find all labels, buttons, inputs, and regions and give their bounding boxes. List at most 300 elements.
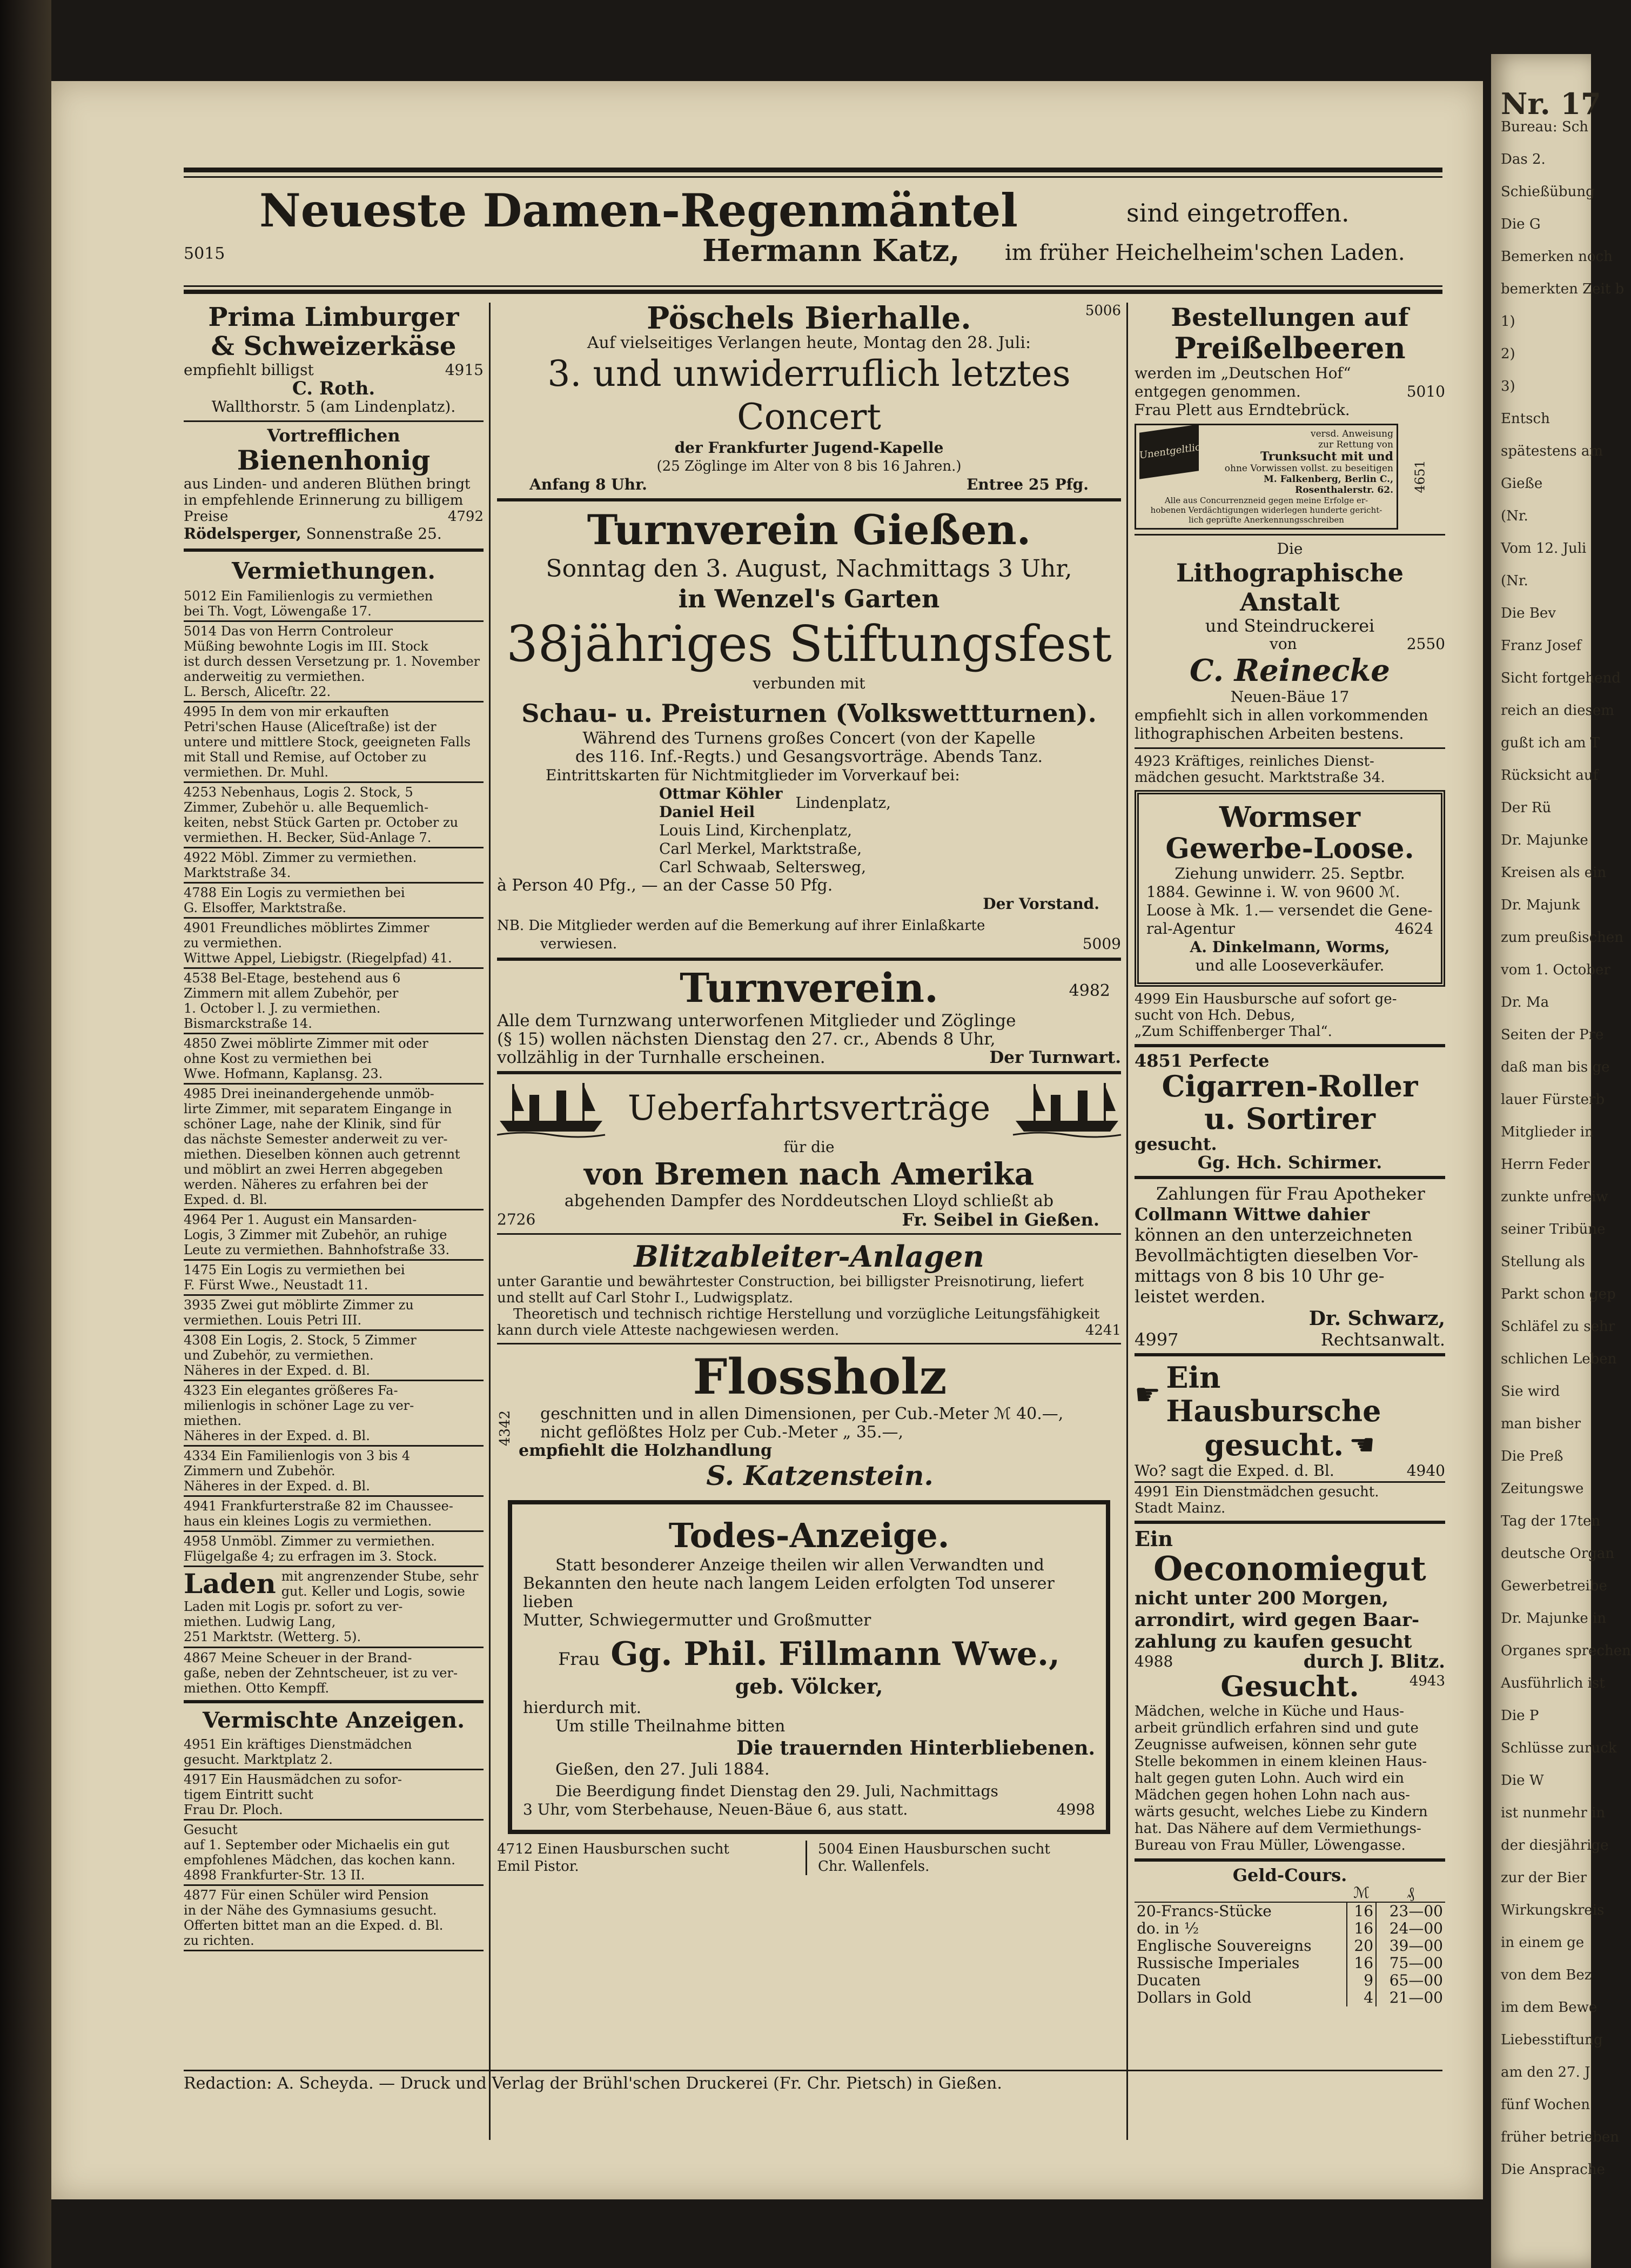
turn2-title: Turnverein. — [680, 965, 938, 1012]
cig-l1: gesucht. — [1135, 1134, 1217, 1154]
divider — [184, 1495, 484, 1497]
verm-line: F. Fürst Wwe., Neustadt 11. — [184, 1277, 368, 1293]
header-title: Neueste Damen-Regenmäntel — [259, 184, 1018, 237]
verm-line: keiten, nebst Stück Garten pr. October zu — [184, 815, 459, 830]
verm-line: 4958 Unmöbl. Zimmer zu vermiethen. — [184, 1534, 435, 1549]
verm-line: Marktstraße 34. — [184, 865, 291, 880]
litho-l5: lithographischen Arbeiten bestens. — [1135, 725, 1404, 742]
verm-item — [184, 1498, 484, 1529]
limburger-line1: empfiehlt billigst — [184, 361, 314, 379]
turn1-nb: NB. Die Mitglieder werden auf die Bemerkung auf ihrer Einlaßkarte — [497, 918, 985, 934]
cig-name: Gg. Hch. Schirmer. — [1197, 1152, 1382, 1173]
verm-item — [184, 971, 484, 1031]
wormser-loose-ad — [1135, 790, 1445, 987]
turn1-big: 38jähriges Stiftungsfest — [506, 615, 1112, 673]
geld-cell: Dollars in Gold — [1137, 1989, 1252, 2006]
verm-line: 5012 Ein Familienlogis zu vermiethen — [184, 588, 433, 604]
floss-l3: empfiehlt die Holzhandlung — [519, 1441, 772, 1460]
next-page-text: fünf Wochen — [1501, 2097, 1590, 2113]
next-page-text: seiner Tribüne — [1501, 1221, 1606, 1237]
floss-l1: geschnitten und in allen Dimensionen, per Cub.-Meter ℳ 40.—, — [540, 1404, 1064, 1423]
divider — [184, 1769, 484, 1770]
header-ad — [184, 184, 1442, 269]
verm-line: 4334 Ein Familienlogis von 3 bis 4 — [184, 1448, 411, 1463]
todes-l5: Um stille Theilnahme bitten — [555, 1717, 786, 1736]
hausbursche-pistor-ad — [497, 1841, 807, 1875]
todes-title: Todes-Anzeige. — [668, 1516, 950, 1555]
divider — [184, 1565, 484, 1567]
right-column — [1135, 303, 1445, 2145]
next-page-text: vom 1. October — [1501, 962, 1610, 978]
turn1-p3: Louis Lind, Kirchenplatz, — [659, 821, 853, 839]
footer-rule — [184, 2070, 1442, 2071]
turn1-l6: des 116. Inf.-Regts.) und Gesangsvorträge. Abends Tanz. — [575, 747, 1043, 766]
oecon-num: 4988 — [1135, 1653, 1173, 1670]
geld-cell: do. in ½ — [1137, 1919, 1199, 1937]
wormser-title2: Gewerbe-Loose. — [1165, 832, 1414, 865]
trunk-l2: zur Rettung von — [1318, 439, 1393, 450]
turn1-l4: Schau- u. Preisturnen (Volkswettturnen). — [521, 699, 1097, 728]
zahl-title: Rechtsanwalt. — [1320, 1329, 1445, 1350]
wormser-l1: Ziehung unwiderr. 25. Septbr. — [1174, 865, 1405, 882]
pointing-hand-icon: ☛ — [1135, 1377, 1161, 1411]
geld-cell: 16 — [1347, 1902, 1376, 1920]
next-page-text: Sie wird — [1501, 1383, 1560, 1400]
next-page-text: Organes sprechen — [1501, 1643, 1631, 1659]
geld-cours — [1135, 1866, 1445, 2006]
turn1-l8: à Person 40 Pfg., — an der Casse 50 Pfg. — [497, 876, 833, 895]
limburger-title2: & Schweizerkäse — [211, 331, 457, 362]
trunk-l7: hobenen Verdächtigungen widerlegen hunderte gericht- — [1150, 505, 1382, 515]
verm2-line: zu richten. — [184, 1933, 254, 1948]
verm-line: 4901 Freundliches möblirtes Zimmer — [184, 920, 429, 935]
verm-item — [184, 1448, 484, 1494]
next-page-text: früher betrieben — [1501, 2129, 1620, 2145]
gesucht-line: Mädchen gegen hohen Lohn nach aus- — [1135, 1787, 1410, 1803]
honig-title1: Vortrefflichen — [267, 425, 400, 446]
next-page-text: von dem Bez — [1501, 1967, 1592, 1983]
wormser-l2: 1884. Gewinne i. W. von 9600 ℳ. — [1146, 883, 1400, 901]
verm-line: bei Th. Vogt, Löwengaße 17. — [184, 604, 372, 619]
verm2-list — [184, 1737, 484, 1951]
verm2-line: 4898 Frankfurter-Str. 13 II. — [184, 1868, 365, 1883]
bottom1-line: Emil Pistor. — [497, 1858, 579, 1875]
hausb2-num: 4940 — [1406, 1462, 1445, 1480]
geld-title: Geld-Cours. — [1232, 1865, 1347, 1885]
next-page-text: zunkte unfreiw — [1501, 1189, 1608, 1205]
geld-row — [1135, 1989, 1445, 2006]
verm-item — [184, 1297, 484, 1328]
laden-ad — [184, 1569, 484, 1644]
verm-item — [184, 885, 484, 915]
verm2-item — [184, 1737, 484, 1767]
next-page-text: daß man bis ge — [1501, 1059, 1610, 1075]
litho-name: C. Reinecke — [1190, 653, 1390, 688]
oecon-l0: Ein — [1135, 1527, 1173, 1551]
book-spine-left — [0, 0, 51, 2268]
scheuer-line: gaße, neben der Zehntscheuer, ist zu ver- — [184, 1665, 458, 1681]
dienst1-line: mädchen gesucht. Marktstraße 34. — [1135, 770, 1385, 786]
hausb2-title1: Ein Hausbursche — [1166, 1360, 1381, 1428]
hausb1-line: sucht von Hch. Debus, — [1135, 1007, 1296, 1023]
verm-line: Petri'schen Hause (Aliceſtraße) ist der — [184, 719, 437, 734]
blitz-ad — [497, 1239, 1121, 1339]
poeschel-big: 3. und unwiderruflich letztes Concert — [547, 353, 1071, 438]
zahl-l4: Bevollmächtigten dieselben Vor- — [1135, 1245, 1419, 1266]
verm-line: L. Bersch, Aliceſtr. 22. — [184, 684, 331, 699]
honig-line3: Preise — [184, 509, 229, 525]
verm-line: Logis, 3 Zimmer mit Zubehör, an ruhige — [184, 1227, 447, 1242]
verm2-line: 4951 Ein kräftiges Dienstmädchen — [184, 1737, 412, 1752]
verm2-line: tigem Eintritt sucht — [184, 1787, 313, 1802]
ueberfahrt-ad — [497, 1079, 1121, 1229]
next-page-text: (Nr. — [1501, 508, 1528, 524]
poeschel-entree: Entree 25 Pfg. — [966, 476, 1089, 493]
preissel-title2: Preißelbeeren — [1174, 331, 1406, 365]
hausb1-line: 4999 Ein Hausbursche auf sofort ge- — [1135, 991, 1397, 1007]
dienst2-line: 4991 Ein Dienstmädchen gesucht. — [1135, 1484, 1379, 1500]
blitz-l4: kann durch viele Atteste nachgewiesen werden. — [497, 1322, 840, 1339]
poeschel-anf: Anfang 8 Uhr. — [529, 476, 647, 493]
limburger-title1: Prima Limburger — [208, 302, 459, 332]
oecon-l3: zahlung zu kaufen gesucht — [1135, 1631, 1412, 1653]
cig-l0: Perfecte — [1189, 1051, 1270, 1071]
top-rule — [184, 168, 1442, 172]
next-page-text: spätestens am — [1501, 443, 1603, 459]
verm-line: 4788 Ein Logis zu vermiethen bei — [184, 885, 405, 900]
geld-row — [1135, 1937, 1445, 1955]
gesucht-line: Mädchen, welche in Küche und Haus- — [1135, 1703, 1404, 1720]
geld-cell: 20 — [1347, 1937, 1376, 1955]
laden-l1: mit angrenzender Stube, sehr — [281, 1569, 479, 1584]
laden-l5: 251 Marktstr. (Wetterg. 5). — [184, 1629, 361, 1644]
scheuer-ad — [184, 1650, 484, 1696]
blitz-l3: Theoretisch und technisch richtige Herstellung und vorzügliche Leitungsfähigkeit — [513, 1306, 1100, 1322]
trunk-l5: M. Falkenberg, Berlin C., Rosenthalerstr. 62. — [1263, 474, 1393, 496]
verm-line: 1. October l. J. zu vermiethen. — [184, 1001, 381, 1016]
cigarren-ad — [1135, 1052, 1445, 1172]
honig-line1: aus Linden- und anderen Blüthen bringt — [184, 476, 471, 492]
verm-line: haus ein kleines Logis zu vermiethen. — [184, 1514, 432, 1529]
next-page-text: gußt ich am T — [1501, 735, 1600, 751]
ueber-name: Fr. Seibel in Gießen. — [902, 1209, 1099, 1230]
gesucht-line: Zeugnisse aufweisen, können sehr gute — [1135, 1737, 1417, 1753]
header-rule-thick — [184, 290, 1442, 294]
verm-line: 4323 Ein elegantes größeres Fa- — [184, 1383, 398, 1398]
verm-line: 1475 Ein Logis zu vermiethen bei — [184, 1262, 405, 1277]
next-page-text: Wirkungskreis — [1501, 1902, 1605, 1918]
verm-item — [184, 1036, 484, 1081]
preissel-ad — [1135, 303, 1445, 419]
trunk-l1: versd. Anweisung — [1311, 429, 1393, 439]
verm-line: ist durch dessen Versetzung pr. 1. November — [184, 654, 480, 669]
honig-title2: Bienenhonig — [237, 444, 431, 476]
hausb1-line: „Zum Schiffenberger Thal“. — [1135, 1023, 1332, 1040]
next-page-text: 1) — [1501, 313, 1515, 330]
verm-line: Wwe. Hofmann, Kaplansg. 23. — [184, 1066, 383, 1081]
header-merchant: Hermann Katz, — [702, 233, 960, 269]
honig-name: Rödelsperger, — [184, 525, 301, 543]
turn1-l3: verbunden mit — [753, 674, 865, 692]
verm-line: und Zubehör, zu vermiethen. — [184, 1348, 374, 1363]
geld-row — [1135, 1920, 1445, 1937]
next-page-text: Das 2. — [1501, 151, 1546, 168]
turn1-p2: Daniel Heil — [659, 803, 755, 821]
verm2-item — [184, 1772, 484, 1817]
turn2-l3: vollzählig in der Turnhalle erscheinen. — [497, 1048, 825, 1067]
turn1-title: Turnverein Gießen. — [587, 506, 1031, 554]
next-page-text: Herrn Feder — [1501, 1156, 1590, 1173]
todes-l6: Die trauernden Hinterbliebenen. — [736, 1737, 1095, 1759]
wormser-title1: Wormser — [1219, 801, 1360, 834]
verm-line: werden. Näheres zu erfahren bei der — [184, 1177, 428, 1192]
next-page-text: Die P — [1501, 1708, 1539, 1724]
next-page-text: Dr. Majunk — [1501, 897, 1580, 913]
geld-table — [1135, 1884, 1445, 2006]
divider — [184, 1380, 484, 1381]
bottom2-line: 5004 Einen Hausburschen sucht — [818, 1841, 1050, 1857]
preissel-l2: entgegen genommen. — [1135, 383, 1301, 400]
geld-h2: ₰ — [1407, 1884, 1414, 1902]
verm-line: Bismarckstraße 14. — [184, 1016, 312, 1031]
verm-line: zu vermiethen. — [184, 935, 282, 951]
dienst2-line: Stadt Mainz. — [1135, 1500, 1226, 1516]
geld-cell: 21—00 — [1376, 1989, 1445, 2006]
preissel-num: 5010 — [1406, 383, 1445, 400]
next-page-text: in einem ge — [1501, 1935, 1585, 1951]
zahl-l5: mittags von 8 bis 10 Uhr ge- — [1135, 1266, 1385, 1286]
verm-item — [184, 1262, 484, 1293]
zahl-num: 4997 — [1135, 1329, 1179, 1350]
next-page-text: Mitglieder in — [1501, 1124, 1594, 1140]
turn1-p4: Carl Merkel, Marktstraße, — [659, 840, 862, 858]
next-page-text: Dr. Majunke in — [1501, 1610, 1607, 1627]
verm-line: Exped. d. Bl. — [184, 1192, 267, 1207]
verm2-line: Gesucht — [184, 1822, 238, 1837]
verm-line: Müßing bewohnte Logis im III. Stock — [184, 639, 428, 654]
next-page-text: der diesjährige — [1501, 1837, 1609, 1854]
floss-num: 4342 — [497, 1410, 513, 1446]
turnverein-ad — [497, 965, 1121, 1067]
litho-l1: und Steindruckerei — [1205, 615, 1375, 636]
footer-imprint: Redaction: A. Scheyda. — Druck und Verlag der Brühl'schen Druckerei (Fr. Chr. Pietsch) in Gießen. — [184, 2074, 1002, 2093]
verm2-title: Vermischte Anzeigen. — [202, 1708, 465, 1733]
next-page-text: bemerkten Zeit b — [1501, 281, 1625, 297]
verm-line: lirte Zimmer, mit separatem Eingange in — [184, 1101, 452, 1116]
geld-cell: 4 — [1347, 1989, 1376, 2006]
turn1-p5: Carl Schwaab, Seltersweg, — [659, 858, 866, 876]
litho-l4: empfiehlt sich in allen vorkommenden — [1135, 706, 1428, 724]
turn1-l7: Eintrittskarten für Nichtmitglieder im Vorverkauf bei: — [546, 766, 960, 784]
trunk-l8: lich geprüfte Anerkennungsschreiben — [1189, 515, 1344, 525]
verm-line: 4253 Nebenhaus, Logis 2. Stock, 5 — [184, 785, 413, 800]
poeschel-ad — [497, 300, 1121, 494]
geld-row — [1135, 1955, 1445, 1972]
blitz-title: Blitzableiter-Anlagen — [634, 1239, 984, 1274]
divider — [184, 1329, 484, 1331]
next-page-text: 2) — [1501, 346, 1515, 362]
divider — [184, 1294, 484, 1296]
verm2-line: in der Nähe des Gymnasiums gesucht. — [184, 1903, 437, 1918]
verm-item — [184, 1212, 484, 1257]
laden-l4: miethen. Ludwig Lang, — [184, 1614, 336, 1629]
next-page-text: Ausführlich ist — [1501, 1675, 1605, 1691]
zahl-name: Dr. Schwarz, — [1308, 1307, 1445, 1330]
next-page-text: Die Bev — [1501, 605, 1556, 621]
next-page-text: Schläfel zu sehr — [1501, 1319, 1615, 1335]
ueber-num: 2726 — [497, 1210, 536, 1228]
gesucht-ad — [1135, 1671, 1445, 1854]
oecon-l2: arrondirt, wird gegen Baar- — [1135, 1609, 1420, 1631]
verm-line: vermiethen. H. Becker, Süd-Anlage 7. — [184, 830, 432, 845]
limburger-addr: Wallthorstr. 5 (am Lindenplatz). — [211, 398, 456, 416]
verm-line: Flügelgaße 4; zu erfragen im 3. Stock. — [184, 1549, 438, 1564]
laden-l3: Laden mit Logis pr. sofort zu ver- — [184, 1599, 403, 1614]
next-page-text: Bemerken noch — [1501, 249, 1613, 265]
dienst1-line: 4923 Kräftiges, reinliches Dienst- — [1135, 753, 1374, 770]
geld-row — [1135, 1902, 1445, 1920]
next-page-text: man bisher — [1501, 1416, 1581, 1432]
zahl-l6: leistet werden. — [1135, 1286, 1266, 1307]
turn2-sig: Der Turnwart. — [989, 1048, 1121, 1067]
divider — [184, 701, 484, 703]
verm-line: das nächste Semester anderweit zu ver- — [184, 1132, 448, 1147]
honig-ad — [184, 426, 484, 543]
preissel-l3: Frau Plett aus Erndtebrück. — [1135, 401, 1350, 419]
next-page-text: Vom 12. Juli — [1501, 540, 1587, 557]
steamship-icon-right — [1013, 1079, 1121, 1138]
turn1-num: 5009 — [1082, 935, 1121, 953]
trunk-badge: Unentgeltlich — [1139, 424, 1199, 479]
geld-cell: Ducaten — [1137, 1971, 1201, 1989]
verm-line: milienlogis in schöner Lage zu ver- — [184, 1398, 414, 1413]
gesucht-title: Gesucht. — [1220, 1670, 1359, 1703]
cig-title2: u. Sortirer — [1204, 1101, 1376, 1136]
geld-cell: Englische Souvereigns — [1137, 1937, 1312, 1955]
verm-line: schöner Lage, nahe der Klinik, sind für — [184, 1116, 441, 1132]
turn1-vorstand: Der Vorstand. — [983, 895, 1099, 913]
pointing-hand-icon-2: ☛ — [1349, 1428, 1375, 1462]
verm-line: 5014 Das von Herrn Controleur — [184, 624, 393, 639]
preissel-title1: Bestellungen auf — [1171, 303, 1409, 332]
zahlungen-ad — [1135, 1183, 1445, 1349]
preissel-l1: werden im „Deutschen Hof“ — [1135, 364, 1351, 382]
next-page-text: am den 27. J — [1501, 2064, 1590, 2080]
oecon-l1: nicht unter 200 Morgen, — [1135, 1588, 1389, 1609]
divider — [184, 917, 484, 919]
todes-name: Gg. Phil. Fillmann Wwe., — [610, 1635, 1060, 1673]
verm-list — [184, 588, 484, 1567]
next-page-text: Seiten der Pre — [1501, 1027, 1604, 1043]
todes-anzeige-box — [508, 1500, 1110, 1834]
verm-line: 4941 Frankfurterstraße 82 im Chaussee- — [184, 1498, 453, 1514]
honig-addr: Sonnenstraße 25. — [306, 525, 442, 543]
next-page-text: Die Ansprache — [1501, 2162, 1605, 2178]
divider — [184, 1950, 484, 1951]
zahl-l2: Collmann Wittwe dahier — [1135, 1204, 1370, 1225]
geld-cell: 39—00 — [1376, 1937, 1445, 1955]
bottom2-line: Chr. Wallenfels. — [818, 1858, 930, 1875]
verm2-line: Offerten bittet man an die Exped. d. Bl. — [184, 1918, 444, 1933]
next-page-text: Die W — [1501, 1772, 1544, 1789]
header-merchant-tail: im früher Heichelheim'schen Laden. — [1005, 240, 1405, 265]
flossholz-ad — [497, 1349, 1121, 1491]
next-page-text: (Nr. — [1501, 573, 1528, 589]
verm-line: 4964 Per 1. August ein Mansarden- — [184, 1212, 417, 1227]
ueber-l2: abgehenden Dampfer des Norddeutschen Lloyd schließt ab — [564, 1192, 1054, 1210]
next-page-text: Rücksicht auf — [1501, 767, 1599, 784]
next-page-text: Bureau: Sch — [1501, 119, 1589, 135]
laden-l2: gut. Keller und Logis, sowie — [281, 1584, 465, 1599]
next-page-text: Gieße — [1501, 476, 1543, 492]
geld-cell: 75—00 — [1376, 1955, 1445, 1972]
turn1-l5: Während des Turnens großes Concert (von der Kapelle — [582, 729, 1036, 748]
verm2-line: 4877 Für einen Schüler wird Pension — [184, 1888, 429, 1903]
verm-line: 4985 Drei ineinandergehende unmöb- — [184, 1086, 434, 1101]
hausb2-l1: Wo? sagt die Exped. d. Bl. — [1135, 1462, 1334, 1480]
verm-item — [184, 624, 484, 699]
divider — [184, 781, 484, 783]
col-sep-2 — [1126, 303, 1128, 2140]
ueber-big: von Bremen nach Amerika — [583, 1156, 1035, 1192]
next-page-text: Liebesstiftung — [1501, 2032, 1603, 2048]
zahl-l3: können an den unterzeichneten — [1135, 1225, 1413, 1245]
next-page-text: Die G — [1501, 216, 1541, 232]
trunk-l6: Alle aus Concurrenzneid gegen meine Erfolge er- — [1164, 496, 1368, 505]
verm-line: anderweitig zu vermiethen. — [184, 669, 365, 684]
verm-item — [184, 1086, 484, 1207]
geld-cell: 24—00 — [1376, 1920, 1445, 1937]
dienstmaedchen-ad-2 — [1135, 1484, 1445, 1516]
next-page-text: Zeitungswe — [1501, 1481, 1584, 1497]
cig-num: 4851 — [1135, 1051, 1183, 1071]
turnverein-giessen-ad — [497, 506, 1121, 953]
next-page-text: Kreisen als ein — [1501, 865, 1607, 881]
header-rule — [184, 285, 1442, 287]
divider — [184, 1083, 484, 1085]
divider — [184, 1259, 484, 1261]
verm-line: 3935 Zwei gut möblirte Zimmer zu — [184, 1297, 414, 1313]
verm2-line: empfohlenes Mädchen, das kochen kann. — [184, 1852, 455, 1868]
verm-item — [184, 1534, 484, 1564]
geld-cell: 16 — [1347, 1955, 1376, 1972]
turn1-p12: Lindenplatz, — [795, 794, 891, 812]
trunk-l4: ohne Vorwissen vollst. zu beseitigen — [1224, 463, 1393, 474]
verm-line: miethen. — [184, 1413, 242, 1428]
hausbursche-debus-ad — [1135, 991, 1445, 1040]
col-sep-1 — [489, 303, 491, 2140]
steamship-icon-left — [497, 1079, 605, 1138]
verm-line: vermiethen. Louis Petri III. — [184, 1313, 362, 1328]
trunk-l3: Trunksucht mit und — [1260, 450, 1393, 464]
divider — [184, 847, 484, 848]
verm-item — [184, 704, 484, 780]
divider — [184, 1819, 484, 1821]
next-page-text: Der Rü — [1501, 800, 1552, 816]
verm2-line: gesucht. Marktplatz 2. — [184, 1752, 333, 1767]
litho-l2: von — [1270, 635, 1297, 653]
divider — [184, 882, 484, 884]
wormser-l3: Loose à Mk. 1.— versendet die Gene- — [1146, 901, 1433, 919]
verm-line: Zimmern mit allem Zubehör, per — [184, 986, 399, 1001]
divider — [184, 1209, 484, 1210]
gesucht-line: halt gegen guten Lohn. Auch wird ein — [1135, 1770, 1404, 1787]
verm-line: 4995 In dem von mir erkauften — [184, 704, 390, 719]
todes-num: 4998 — [1056, 1801, 1095, 1818]
verm-item — [184, 850, 484, 880]
gesucht-line: Bureau von Frau Müller, Löwengasse. — [1135, 1837, 1406, 1854]
next-page-text: Dr. Ma — [1501, 994, 1549, 1011]
